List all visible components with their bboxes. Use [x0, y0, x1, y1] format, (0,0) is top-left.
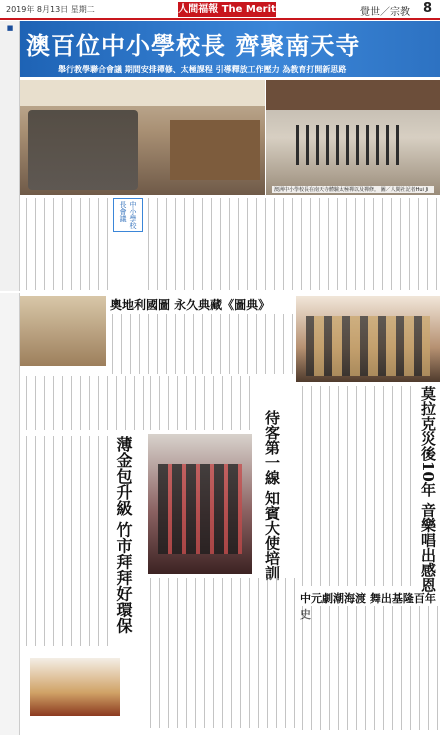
article-title-bag: 薄金包升級 竹市拜拜好環保 [114, 436, 133, 634]
sidebar-box-text: 中小學校長會議 [119, 201, 137, 229]
photo-volunteers [148, 434, 252, 574]
photo-library [20, 296, 106, 366]
volunteer-group [158, 464, 242, 554]
photo-taichi-practice [266, 80, 440, 195]
left-margin-strip [0, 21, 20, 291]
audience-group [28, 110, 138, 190]
photo-school-meeting [20, 80, 265, 195]
photo-award-ceremony [296, 296, 440, 382]
headline-subtitle: 舉行教學聯合會議 期間安排禪修、太極課程 引導釋放工作壓力 為教育打開新思路 [58, 65, 347, 74]
article-text-block [110, 314, 294, 374]
article-text-block [24, 198, 110, 290]
headline-title: 澳百位中小學校長 齊聚南天寺 [26, 31, 361, 60]
temple-roof [266, 80, 440, 110]
article-title-mozambique: 莫拉克災後10年 音樂唱出感恩 [419, 386, 437, 593]
article-text-block [24, 376, 144, 430]
article-text-block [24, 436, 110, 646]
header-rule [0, 18, 440, 20]
header-date: 2019年 8月13日 星期二 [6, 5, 95, 14]
article-title-opera: 中元劇潮海渡 舞出基隆百年史 [300, 592, 436, 621]
article-title-ambassador: 待客第一線 知賓大使培訓 [263, 410, 281, 581]
photo-caption: 澳洲中小學校長在南天寺體驗太極禪以及禪修。 圖／人間社記者Hui Ji [272, 186, 434, 193]
photo-gold-bags [30, 658, 120, 716]
group-of-people [306, 316, 430, 376]
meeting-table [170, 120, 260, 180]
article-text-block [146, 198, 440, 290]
page-number: 8 [422, 1, 432, 16]
article-text-block [148, 376, 258, 430]
section-label: 覺世／宗教 [360, 7, 410, 18]
photo-wall [20, 80, 265, 106]
article-text-block [300, 386, 414, 586]
taichi-participants [296, 125, 406, 165]
sidebar-box [113, 198, 143, 232]
article-text-block [148, 578, 298, 728]
strip-logo-icon: ■ [6, 24, 14, 32]
masthead-logo: 人間福報 The Merit [178, 4, 276, 15]
article-title-vienna: 奧地利國圖 永久典藏《圖典》 [110, 298, 271, 312]
left-margin-strip [0, 293, 20, 735]
article-text-block [300, 606, 440, 730]
